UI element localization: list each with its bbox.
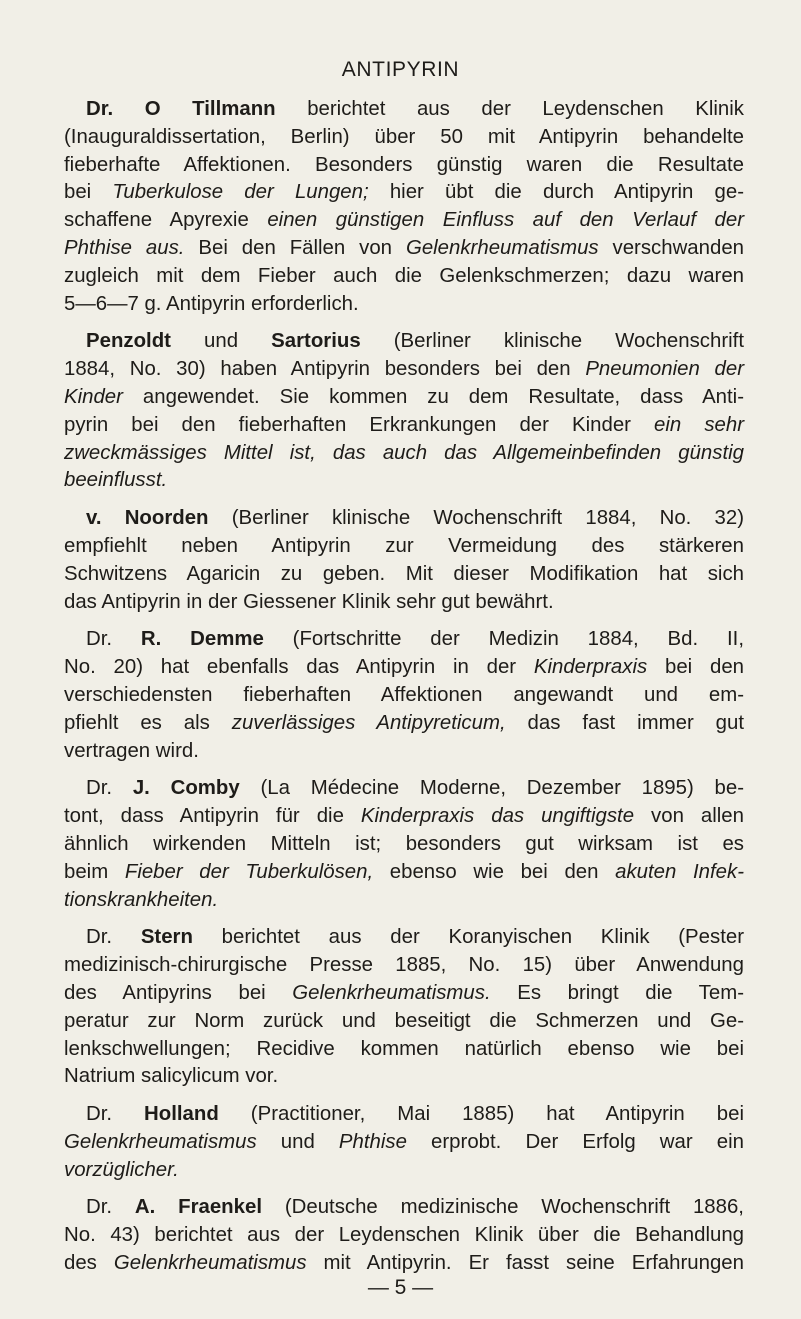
paragraph-holland: [64, 1101, 744, 1184]
author-name: v. Noorden: [86, 507, 209, 530]
text-run: verschwanden: [598, 236, 745, 259]
author-name: Sartorius: [271, 330, 361, 353]
italic-run: zweckmässiges Mittel ist, das auch das Allgemeinbefinden günstig: [64, 441, 744, 464]
text-run: (Berliner klinische Wochenschrift: [360, 330, 744, 353]
italic-run: vorzüglicher.: [64, 1158, 179, 1181]
text-run: pfiehlt es als: [64, 711, 232, 734]
text-run: medizinisch-chirurgische Presse 1885, No. 15) über Anwendung: [64, 954, 744, 977]
text-run: angewendet. Sie kommen zu dem Resultate, dass Anti-: [122, 385, 744, 408]
italic-run: Gelenkrheumatismus: [113, 1252, 307, 1275]
paragraph-demme: [64, 626, 744, 765]
text-run: Dr.: [86, 777, 133, 800]
text-run: berichtet aus der Leydenschen Klinik: [275, 98, 744, 120]
text-run: (La Médecine Moderne, Dezember 1895) be-: [239, 777, 745, 800]
text-run: das fast immer gut: [505, 711, 744, 734]
paragraph-comby: [64, 775, 744, 914]
text-run: 1884, No. 30) haben Antipyrin besonders bei den: [64, 358, 586, 381]
text-run: empfiehlt neben Antipyrin zur Vermeidung des stärkeren: [64, 534, 744, 557]
italic-run: Gelenkrheumatismus: [405, 236, 599, 259]
text-run: (Deutsche medizinische Wochenschrift 1886,: [262, 1196, 744, 1219]
text-run: mit Antipyrin. Er fasst seine Erfahrungen: [306, 1252, 744, 1275]
text-run: bei: [64, 181, 113, 204]
text-run: und: [256, 1130, 339, 1153]
text-run: des Antipyrins bei: [64, 981, 293, 1004]
text-run: verschiedensten fieberhaften Affektionen angewandt und em-: [64, 683, 744, 706]
text-run: No. 43) berichtet aus der Leydenschen Klinik über die Behandlung: [64, 1224, 744, 1247]
text-run: Dr.: [86, 628, 141, 651]
text-run: erprobt. Der Erfolg war ein: [406, 1130, 744, 1153]
italic-run: Pneumonien der: [585, 358, 744, 381]
italic-run: Kinder: [64, 385, 123, 408]
running-header: ANTIPYRIN: [341, 58, 460, 81]
text-run: (Inauguraldissertation, Berlin) über 50 mit Antipyrin behandelte: [64, 125, 744, 148]
text-run: Schwitzens Agaricin zu geben. Mit dieser Modifikation hat sich: [64, 562, 744, 585]
text-run: von allen: [634, 805, 744, 828]
text-run: hier übt die durch Antipyrin ge-: [368, 181, 745, 204]
author-name: A. Fraenkel: [134, 1196, 262, 1219]
text-run: Dr.: [86, 1103, 145, 1126]
author-name: Dr. O Tillmann: [86, 98, 276, 120]
paragraph-noorden: [64, 505, 744, 616]
text-run: 5—6—7 g. Antipyrin erforderlich.: [64, 292, 359, 315]
text-run: (Berliner klinische Wochenschrift 1884, No. 32): [208, 507, 744, 530]
text-run: berichtet aus der Koranyischen Klinik (Pester: [192, 926, 744, 949]
paragraph-tillmann: [64, 96, 744, 318]
text-run: das Antipyrin in der Giessener Klinik sehr gut bewährt.: [64, 590, 554, 613]
italic-run: ein sehr: [654, 413, 745, 436]
text-run: Dr.: [86, 926, 141, 949]
italic-run: Tuberkulose der Lungen;: [112, 181, 369, 204]
text-run: zugleich mit dem Fieber auch die Gelenkschmerzen; dazu waren: [64, 264, 744, 287]
text-run: lenkschwellungen; Recidive kommen natürlich ebenso wie bei: [64, 1037, 744, 1060]
italic-run: tionskrankheiten.: [64, 888, 219, 911]
text-run: des: [64, 1252, 114, 1275]
text-run: ebenso wie bei den: [373, 860, 616, 883]
text-run: vertragen wird.: [64, 739, 199, 762]
paragraph-fraenkel: [64, 1194, 744, 1277]
text-run: fieberhafte Affektionen. Besonders günstig waren die Resultate: [64, 153, 744, 176]
text-run: Bei den Fällen von: [184, 236, 406, 259]
author-name: Holland: [144, 1103, 219, 1126]
paragraph-stern: [64, 924, 744, 1091]
italic-run: beeinflusst.: [64, 469, 168, 492]
italic-run: Kinderpraxis: [533, 656, 648, 679]
text-run: No. 20) hat ebenfalls das Antipyrin in der: [64, 656, 534, 679]
author-name: Stern: [140, 926, 193, 949]
italic-run: Gelenkrheumatismus.: [292, 981, 491, 1004]
text-run: und: [170, 330, 272, 353]
text-run: tont, dass Antipyrin für die: [64, 805, 361, 828]
text-run: bei den: [647, 656, 744, 679]
text-run: beim: [64, 860, 125, 883]
author-name: Penzoldt: [86, 330, 171, 353]
italic-run: Kinderpraxis das ungiftigste: [360, 805, 635, 828]
text-run: (Fortschritte der Medizin 1884, Bd. II,: [263, 628, 744, 651]
text-run: Es bringt die Tem-: [490, 981, 744, 1004]
text-run: (Practitioner, Mai 1885) hat Antipyrin bei: [218, 1103, 744, 1126]
text-run: pyrin bei den fieberhaften Erkrankungen der Kinder: [64, 413, 655, 436]
italic-run: Phthise: [338, 1130, 407, 1153]
italic-run: Fieber der Tuberkulösen,: [124, 860, 374, 883]
text-run: Dr.: [86, 1196, 135, 1219]
text-run: schaffene Apyrexie: [64, 209, 268, 232]
author-name: R. Demme: [140, 628, 264, 651]
paragraph-penzoldt-sartorius: [64, 328, 744, 495]
italic-run: Gelenkrheumatismus: [64, 1130, 257, 1153]
text-run: Natrium salicylicum vor.: [64, 1065, 279, 1088]
text-run: ähnlich wirkenden Mitteln ist; besonders gut wirksam ist es: [64, 832, 744, 855]
italic-run: Phthise aus.: [64, 236, 185, 259]
body-text: [64, 96, 744, 1278]
italic-run: akuten Infek-: [615, 860, 744, 883]
italic-run: einen günstigen Einfluss auf den Verlauf der: [267, 209, 744, 232]
page-number: — 5 —: [367, 1276, 434, 1299]
text-run: peratur zur Norm zurück und beseitigt die Schmerzen und Ge-: [64, 1009, 744, 1032]
author-name: J. Comby: [132, 777, 240, 800]
italic-run: zuverlässiges Antipyreticum,: [231, 711, 506, 734]
